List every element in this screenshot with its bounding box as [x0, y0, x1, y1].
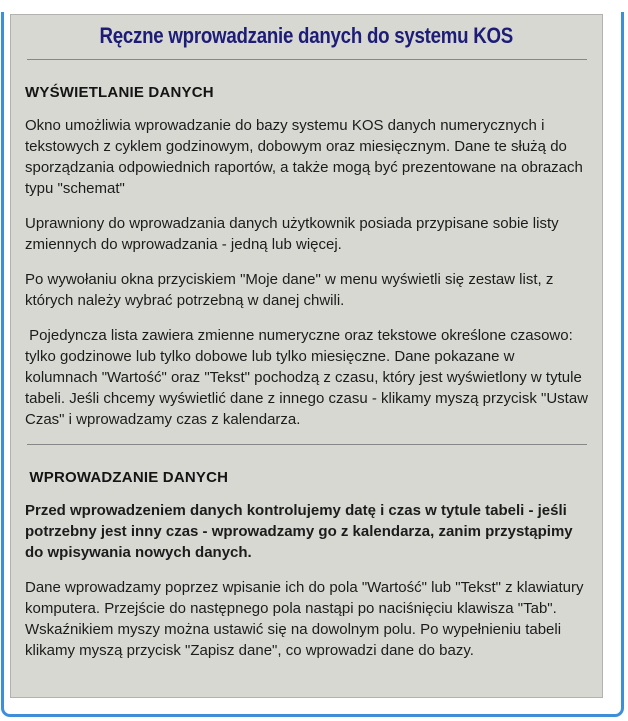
divider-middle [27, 444, 587, 445]
paragraph-user-lists: Uprawniony do wprowadzania danych użytkownik posiada przypisane sobie listy zmiennych do wprowadzania - jedną lub więcej. [25, 215, 563, 253]
section-heading-viewing-data: WYŚWIETLANIE DANYCH [25, 84, 214, 101]
page-title [25, 23, 588, 49]
page-title-text: Ręczne wprowadzanie danych do systemu KOS [99, 23, 514, 48]
paragraph-window-description: Okno umożliwia wprowadzanie do bazy systemu KOS danych numerycznych i tekstowych z cyklem godzinowym, dobowym oraz miesięcznym. Dane te służą do sporządzania odpowiednich raportów, a także mogą być prezentowane na obrazach typu "schemat" [25, 117, 588, 197]
paragraph-data-entry-instructions: Dane wprowadzamy poprzez wpisanie ich do pola "Wartość" lub "Tekst" z klawiatury komputera. Przejście do następnego pola nastąpi po naciśnięciu klawisza "Tab". Wskaźnikiem myszy można ustawić się na dowolnym polu. Po wypełnieniu tabeli klikamy myszą przycisk "Zapisz dane", co wprowadzi dane do bazy. [25, 579, 588, 659]
paragraph-moje-dane-button: Po wywołaniu okna przyciskiem "Moje dane" w menu wyświetli się zestaw list, z których należy wybrać potrzebną w danej chwili. [25, 271, 558, 309]
paragraph-single-list: Pojedyncza lista zawiera zmienne numeryczne oraz tekstowe określone czasowo: tylko godzinowe lub tylko dobowe lub tylko miesięczne. Dane pokazane w kolumnach "Wartość" oraz "Tekst" pochodzą z czasu, który jest wyświetlony w tytule tabeli. Jeśli chcemy wyświetlić dane z innego czasu - klikamy myszą przycisk "Ustaw Czas" i wprowadzamy czas z kalendarza. [25, 327, 593, 428]
divider-top [27, 59, 587, 60]
section-heading-entering-data: WPROWADZANIE DANYCH [25, 469, 229, 486]
paragraph-check-date-time: Przed wprowadzeniem danych kontrolujemy datę i czas w tytule tabeli - jeśli potrzebny jest inny czas - wprowadzamy go z kalendarza, zanim przystąpimy do wpisywania nowych danych. [25, 502, 577, 561]
content-panel [10, 14, 603, 698]
